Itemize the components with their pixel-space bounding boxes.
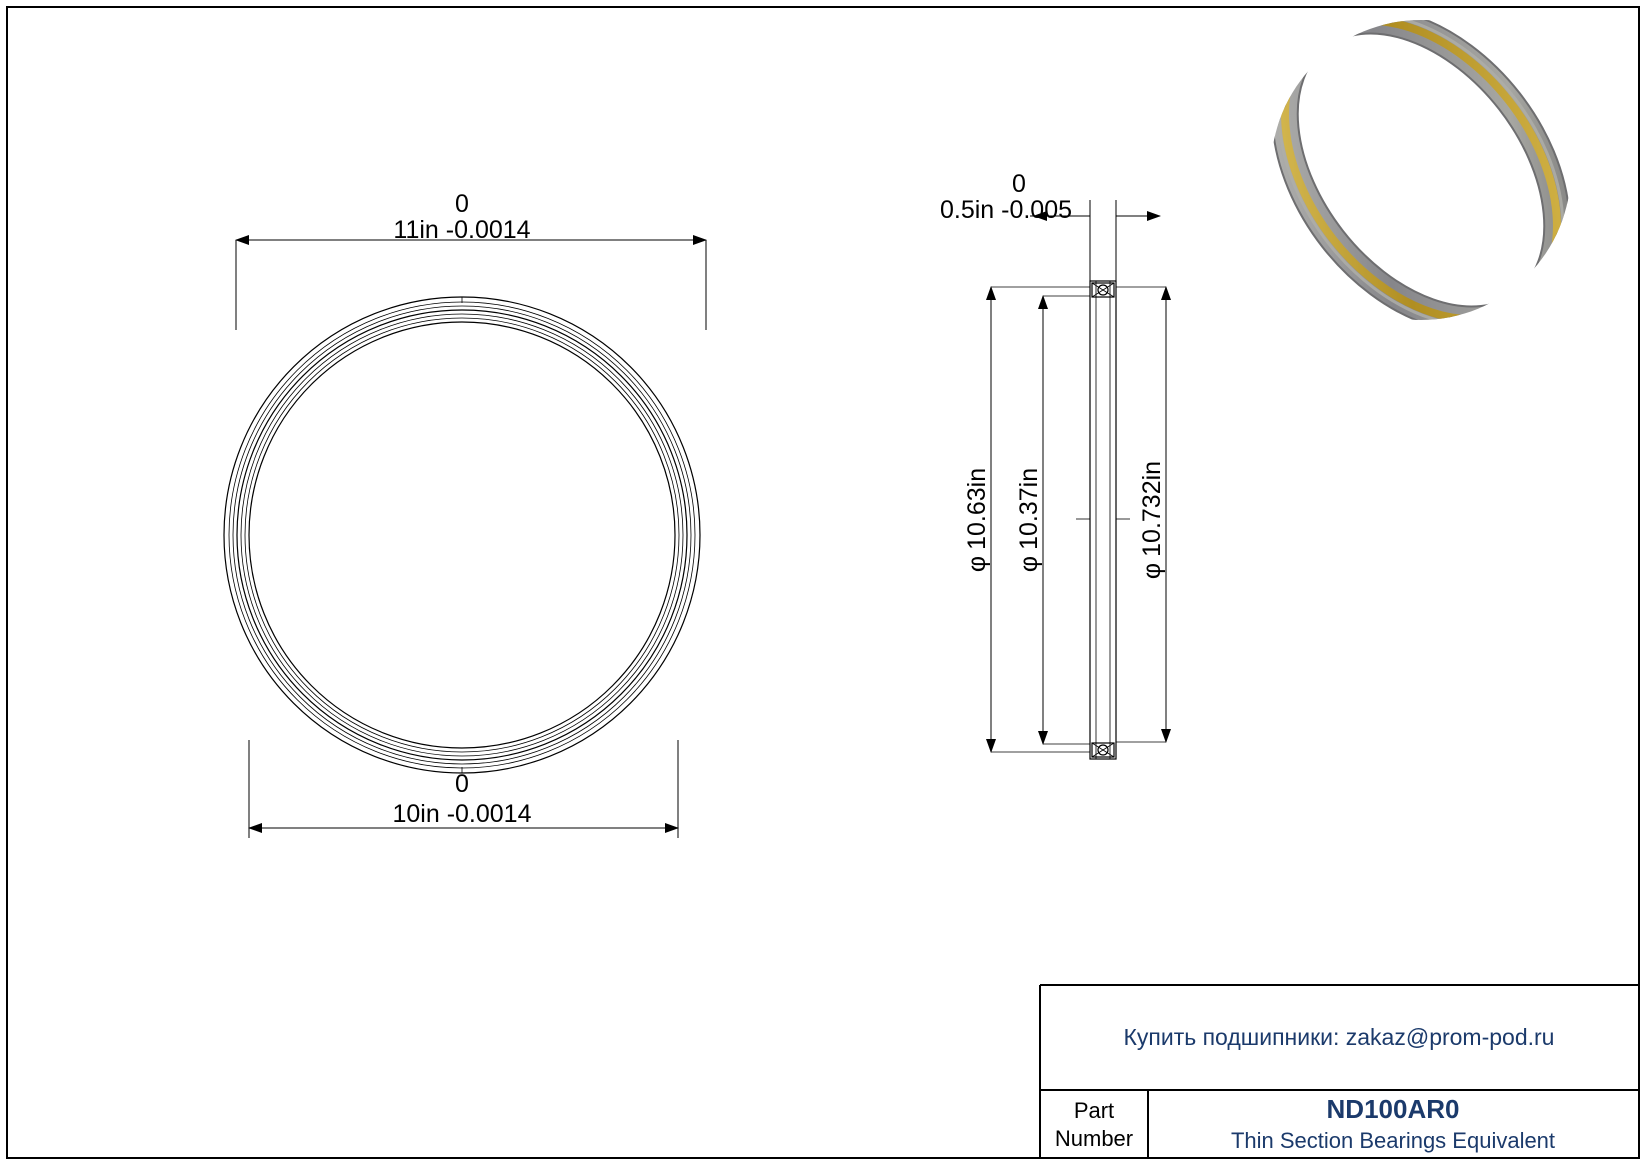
front-view-bearing [224,297,700,773]
section-dim-2-text: φ10.37in [1015,467,1043,573]
front-top-tolerance: 0 [455,190,469,218]
contact-text: Купить подшипники: zakaz@prom-pod.ru [1123,1024,1555,1050]
part-label-line2: Number [1054,1125,1134,1151]
section-dim-1-text: φ10.63in [963,467,991,573]
part-number-label [1040,1090,1148,1159]
front-view-top-dimension [236,240,706,330]
part-number-text: ND100AR0 [1326,1094,1460,1125]
part-description-text: Thin Section Bearings Equivalent [1230,1128,1556,1154]
front-bottom-value: 10in -0.0014 [392,800,532,828]
section-dim-2 [1043,296,1090,744]
part-label-line1: Part [1073,1098,1115,1123]
front-bottom-tolerance: 0 [455,770,469,798]
section-width-tolerance: 0 [1012,170,1026,198]
section-dim-3-text: φ10.732in [1138,460,1166,580]
section-width-value: 0.5in -0.005 [939,196,1073,224]
part-number-value [1148,1090,1638,1159]
section-view-bearing [1076,281,1130,759]
front-top-value: 11in -0.0014 [393,216,531,244]
contact-line [1040,985,1638,1090]
isometric-bearing-render [1211,0,1631,390]
